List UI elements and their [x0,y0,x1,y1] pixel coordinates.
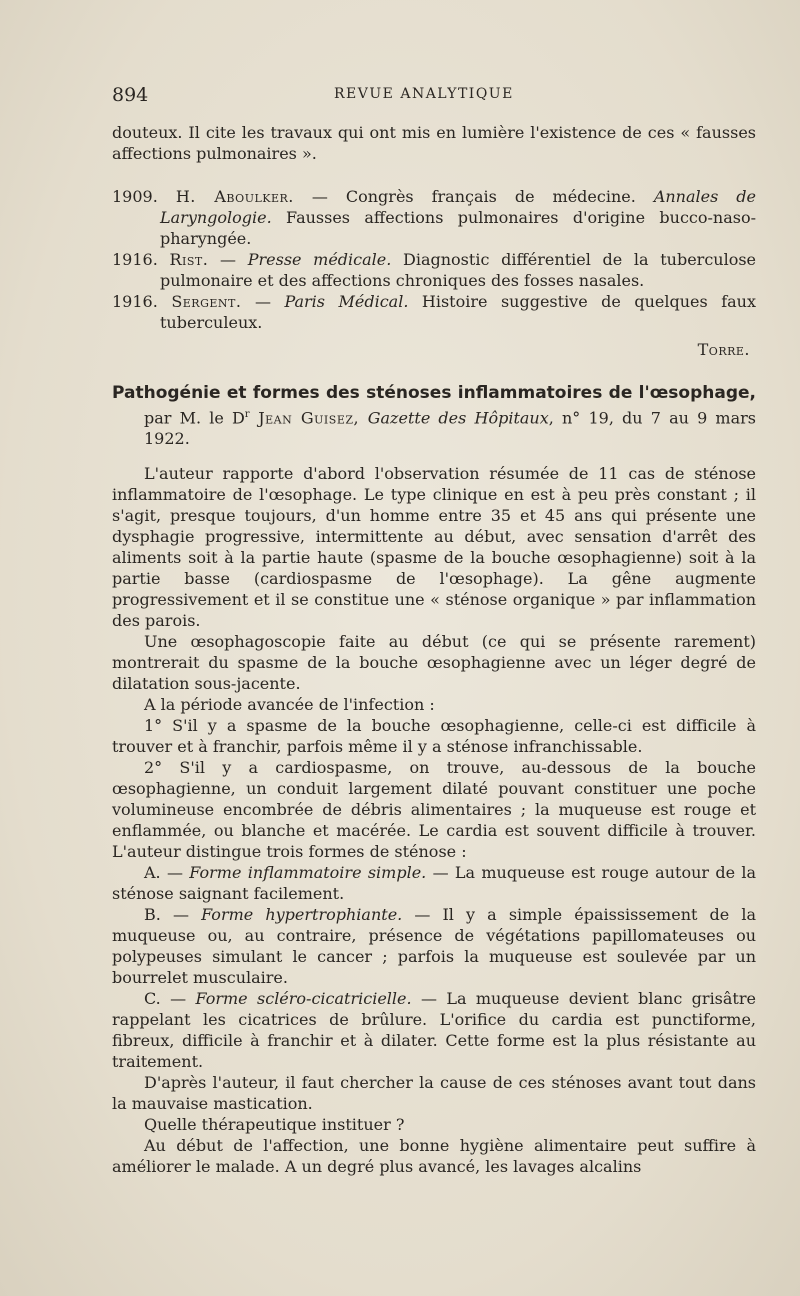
body-paragraph: D'après l'auteur, il faut chercher la cause de ces sténoses avant tout dans la mauvaise mastication. [112,1073,756,1114]
article-author: Jean Guisez, [249,408,368,428]
article-reference: , n° 19, du 7 au 9 mars 1922. [144,408,756,449]
article-heading: Pathogénie et formes des sténoses inflammatoires de l'œsophage, par M. le $D^r$ Jean Guisez, Gazette des Hôpitaux, n° 19, du 7 au 9 mars 1922. [112,383,756,449]
bibliography-entry: 1909. H. Aboulker. — Congrès français de médecine. Annales de Laryngologie. Fausses affections pulmonaires d'origine bucco-naso-pharyngée. [112,187,757,248]
page-number: 894 [112,84,149,106]
bib-author: H. Aboulker. [175,187,294,206]
form-name: Forme inflammatoire simple. [189,863,427,883]
page-header [112,84,754,108]
bib-description: Fausses affections pulmonaires d'origine bucco-naso-pharyngée. [160,208,756,248]
bib-journal: Annales de Laryngologie. [160,187,757,227]
running-title: REVUE ANALYTIQUE [334,86,514,102]
bib-year: 1916. [112,250,158,269]
body-paragraph: Quelle thérapeutique instituer ? [144,1115,405,1135]
bib-description: Diagnostic différentiel de la tuberculose pulmonaire et des affections chroniques des fosses nasales. [160,250,757,290]
article-journal: Gazette des Hôpitaux [367,408,549,428]
body-paragraph: Une œsophagoscopie faite au début (ce qui se présente rarement) montrerait du spasme de la bouche œsophagienne avec un léger degré de dilatation sous-jacente. [112,632,756,694]
page-content [112,122,756,1177]
body-paragraph: A la période avancée de l'infection : [144,695,435,715]
signature: Torre. [697,340,750,359]
body-paragraph: Au début de l'affection, une bonne hygiène alimentaire peut suffire à améliorer le malade. A un degré plus avancé, les lavages alcalins [112,1136,756,1177]
form-paragraph: A. — Forme inflammatoire simple. — La muqueuse est rouge autour de la sténose saignant facilement. [112,863,757,904]
intro-paragraph: douteux. Il cite les travaux qui ont mis en lumière l'existence de ces « fausses affections pulmonaires ». [112,123,756,163]
body-paragraph: 1° S'il y a spasme de la bouche œsophagienne, celle-ci est difficile à trouver et à franchir, parfois même il y a sténose infranchissable. [112,716,756,757]
bib-author: Sergent. [171,292,242,311]
bib-year: 1909. [112,187,158,206]
body-paragraph: L'auteur rapporte d'abord l'observation résumée de 11 cas de sténose inflammatoire de l'œsophage. Le type clinique en est à peu près constant ; il s'agit, presque toujours, d'un homme entre 35 et 45 ans qui présente une dysphagie progressive, intermittente au début, avec sensation d'arrêt des aliments soit à la partie haute (spasme de la bouche œsophagienne) soit à la partie basse (cardiospasme de l'œsophage). La gêne augmente progressivement et il se constitue une « sténose organique » par inflammation des parois. [112,464,756,631]
bib-journal: Presse médicale. [247,250,392,269]
form-paragraph: B. — Forme hypertrophiante. — Il y a simple épaississement de la muqueuse ou, au contraire, présence de végétations papillomateuses ou polypeuses simulant le cancer ; parfois la muqueuse est soulevée par un bourrelet musculaire. [112,905,757,988]
body-paragraph: 2° S'il y a cardiospasme, on trouve, au-dessous de la bouche œsophagienne, un conduit largement dilaté pouvant constituer une poche volumineuse encombrée de débris alimentaires ; la muqueuse est rouge et enflammée, ou blanche et macérée. Le cardia est souvent difficile à trouver. L'auteur distingue trois formes de sténose : [112,758,756,862]
bibliography-entry: 1916. Rist. — Presse médicale. Diagnostic différentiel de la tuberculose pulmonaire et des affections chroniques des fosses nasales. [112,250,757,290]
bib-text: Congrès français de médecine. [345,187,654,206]
form-name: Forme hypertrophiante. [201,905,403,925]
bib-year: 1916. [112,292,158,311]
bib-journal: Paris Médical. [284,292,409,311]
bib-description: Histoire suggestive de quelques faux tuberculeux. [160,292,757,332]
bibliography-entry: 1916. Sergent. — Paris Médical. Histoire suggestive de quelques faux tuberculeux. [112,292,757,332]
article-title: Pathogénie et formes des sténoses inflammatoires de l'œsophage, [112,383,756,403]
bib-author: Rist. [169,250,209,269]
form-paragraph: C. — Forme scléro-cicatricielle. — La muqueuse devient blanc grisâtre rappelant les cicatrices de brûlure. L'orifice du cardia est punctiforme, fibreux, difficile à franchir et à dilater. Cette forme est la plus résistante au traitement. [112,989,756,1072]
form-name: Forme scléro-cicatricielle. [195,989,412,1009]
